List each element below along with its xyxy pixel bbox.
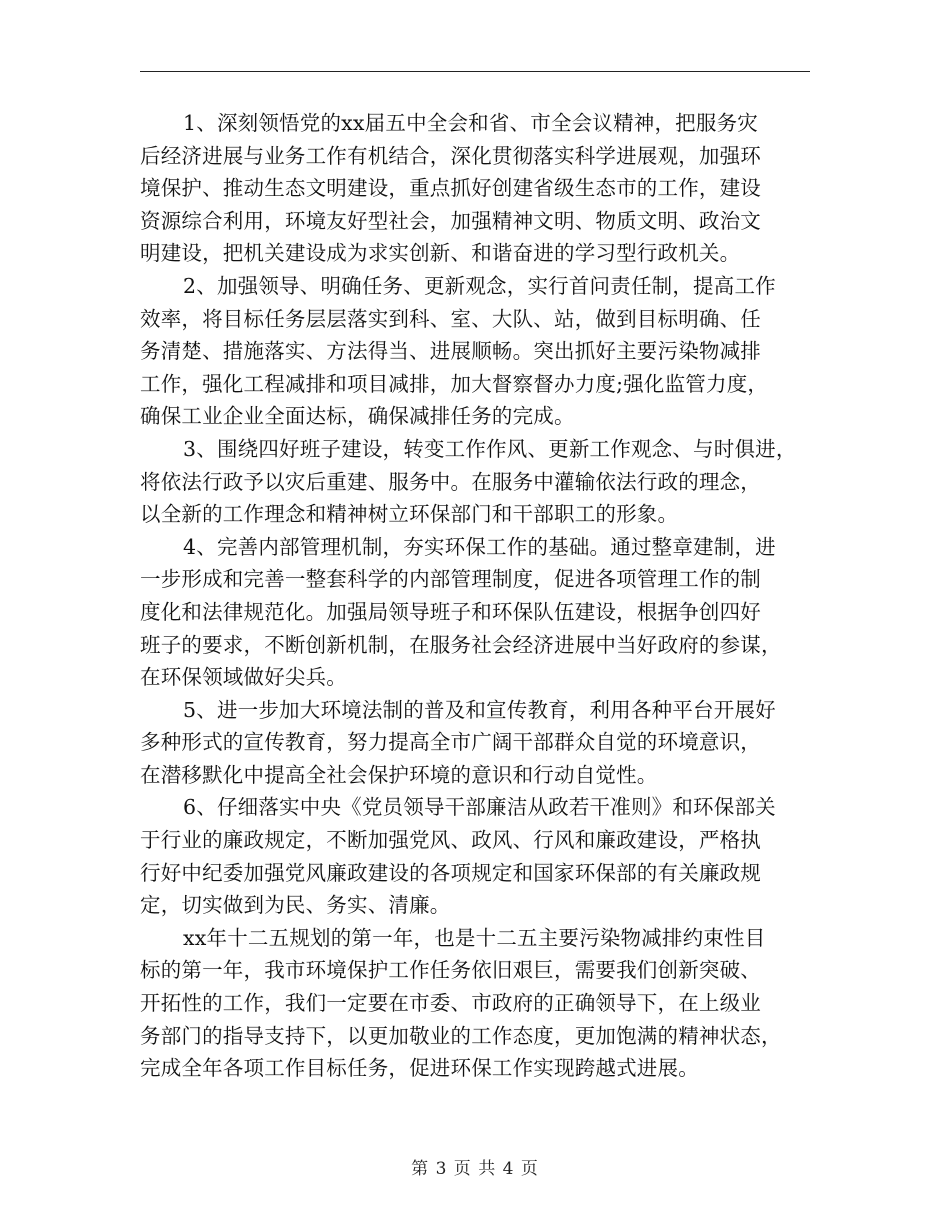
paragraph-line: 行好中纪委加强党风廉政建设的各项规定和国家环保部的有关廉政规	[140, 860, 761, 885]
paragraph-line: 6、仔细落实中央《党员领导干部廉洁从政若干准则》和环保部关	[183, 795, 776, 820]
paragraph-line: 完成全年各项工作目标任务，促进环保工作实现跨越式进展。	[140, 1056, 699, 1081]
paragraph-line: 4、完善内部管理机制，夯实环保工作的基础。通过整章建制，进	[183, 534, 776, 559]
paragraph-line: 确保工业企业全面达标，确保减排任务的完成。	[140, 404, 575, 429]
document-body	[140, 107, 810, 1085]
paragraph-6	[140, 791, 810, 921]
paragraph-line: 务部门的指导支持下，以更加敬业的工作态度，更加饱满的精神状态，	[140, 1023, 782, 1048]
paragraph-line: 标的第一年，我市环境保护工作任务依旧艰巨，需要我们创新突破、	[140, 958, 761, 983]
paragraph-line: 3、围绕四好班子建设，转变工作作风、更新工作观念、与时俱进，	[183, 436, 797, 461]
header-rule	[140, 71, 810, 72]
paragraph-5	[140, 694, 810, 792]
paragraph-2	[140, 270, 810, 433]
paragraph-1	[140, 107, 810, 270]
paragraph-line: 境保护、推动生态文明建设，重点抓好创建省级生态市的工作，建设	[140, 176, 761, 201]
paragraph-line: 1、深刻领悟党的xx届五中全会和省、市全会议精神，把服务灾	[183, 111, 758, 135]
paragraph-line: 效率，将目标任务层层落实到科、室、大队、站，做到目标明确、任	[140, 306, 761, 331]
paragraph-line: 工作，强化工程减排和项目减排，加大督察督办力度;强化监管力度，	[140, 371, 769, 396]
paragraph-3	[140, 433, 810, 531]
paragraph-line: 将依法行政予以灾后重建、服务中。在服务中灌输依法行政的理念，	[140, 469, 761, 494]
paragraph-line: 开拓性的工作，我们一定要在市委、市政府的正确领导下，在上级业	[140, 991, 761, 1016]
paragraph-line: 务清楚、措施落实、方法得当、进展顺畅。突出抓好主要污染物减排	[140, 339, 761, 364]
paragraph-7	[140, 922, 810, 1085]
paragraph-line: 明建设，把机关建设成为求实创新、和谐奋进的学习型行政机关。	[140, 241, 741, 266]
paragraph-line: 度化和法律规范化。加强局领导班子和环保队伍建设，根据争创四好	[140, 599, 761, 624]
paragraph-line: 一步形成和完善一整套科学的内部管理制度，促进各项管理工作的制	[140, 567, 761, 592]
paragraph-line: 定，切实做到为民、务实、清廉。	[140, 893, 451, 918]
paragraph-line: 在潜移默化中提高全社会保护环境的意识和行动自觉性。	[140, 762, 658, 787]
paragraph-line: 以全新的工作理念和精神树立环保部门和干部职工的形象。	[140, 502, 679, 527]
paragraph-line: 在环保领域做好尖兵。	[140, 665, 347, 690]
paragraph-line: 多种形式的宣传教育，努力提高全市广阔干部群众自觉的环境意识，	[140, 730, 761, 755]
page-number-footer: 第 3 页 共 4 页	[411, 1159, 539, 1179]
paragraph-line: 2、加强领导、明确任务、更新观念，实行首问责任制，提高工作	[183, 273, 776, 298]
paragraph-line: 班子的要求，不断创新机制，在服务社会经济进展中当好政府的参谋，	[140, 632, 782, 657]
paragraph-line: xx年十二五规划的第一年，也是十二五主要污染物减排约束性目	[183, 925, 766, 950]
paragraph-line: 后经济进展与业务工作有机结合，深化贯彻落实科学进展观，加强环	[140, 143, 761, 168]
paragraph-4	[140, 531, 810, 694]
paragraph-line: 5、进一步加大环境法制的普及和宣传教育，利用各种平台开展好	[183, 697, 776, 722]
paragraph-line: 于行业的廉政规定，不断加强党风、政风、行风和廉政建设，严格执	[140, 828, 761, 853]
paragraph-line: 资源综合利用，环境友好型社会，加强精神文明、物质文明、政治文	[140, 208, 761, 233]
